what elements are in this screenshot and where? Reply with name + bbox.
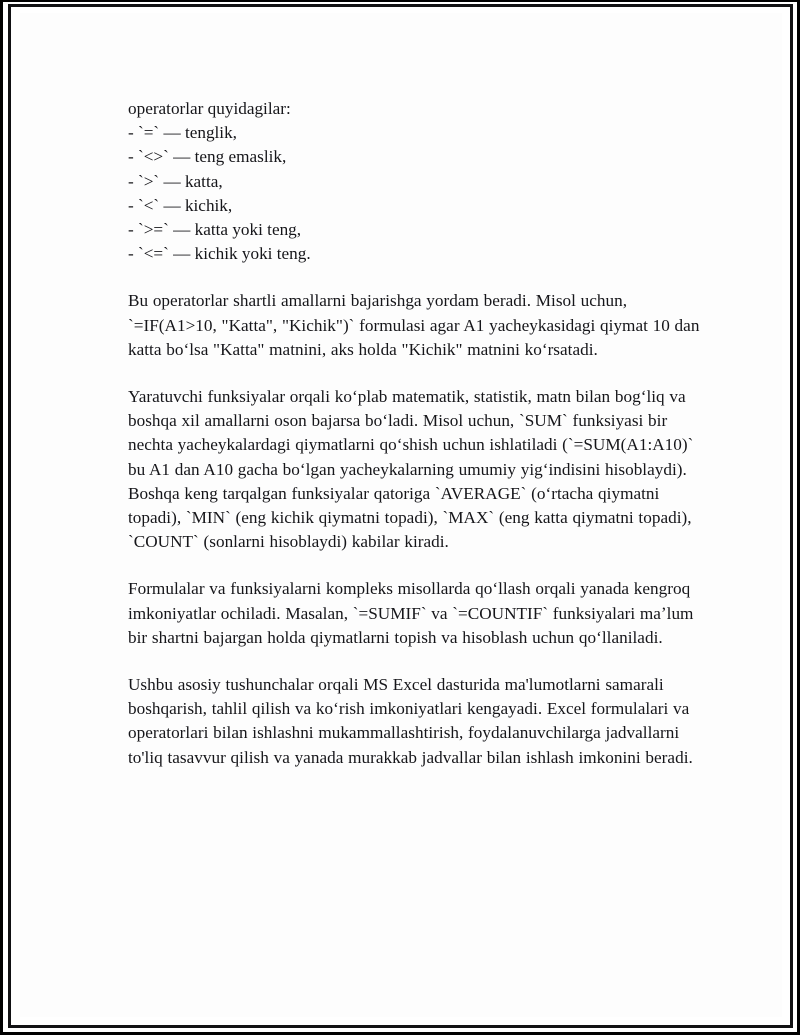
operators-intro-line: operatorlar quyidagilar: [128, 99, 291, 118]
page-border-rule [8, 4, 793, 1028]
document-text-body [128, 97, 706, 770]
document-page [20, 13, 782, 1017]
operator-list-item: - `<>` — teng emaslik, [128, 147, 287, 167]
paragraph-builtin-functions: Yaratuvchi funksiyalar orqali koʻplab matematik, statistik, matn bilan bogʻliq va boshqa xil amallarni oson bajarsa boʻladi. Misol uchun, `SUM` funksiyasi bir nechta yacheykalardagi qiymatlarni qoʻshish uchun ishlatiladi (`=SUM(A1:A10)` bu A1 dan A10 gacha boʻlgan yacheykalarning umumiy yigʻindisini hisoblaydi). Boshqa keng tarqalgan funksiyalar qatoriga `AVERAGE` (oʻrtacha qiymatni topadi), `MIN` (eng kichik qiymatni topadi), `MAX` (eng katta qiymatni topadi), `COUNT` (sonlarni hisoblaydi) kabilar kiradi. [128, 387, 694, 552]
operator-list-item: - `>` — katta, [128, 171, 223, 191]
paragraph-conclusion: Ushbu asosiy tushunchalar orqali MS Excel dasturida ma'lumotlarni samarali boshqarish, tahlil qilish va koʻrish imkoniyatlari kengayadi. Excel formulalari va operatorlari bilan ishlashni mukammallashtirish, foydalanuvchilarga jadvallarni to'liq tasavvur qilish va yanada murakkab jadvallar bilan ishlash imkonini beradi. [128, 675, 693, 767]
paragraph-complex-formulas: Formulalar va funksiyalarni kompleks misollarda qoʻllash orqali yanada kengroq imkoniyatlar ochiladi. Masalan, `=SUMIF` va `=COUNTIF` funksiyalari maʼlum bir shartni bajargan holda qiymatlarni topish va hisoblash uchun qoʻllaniladi. [128, 579, 694, 647]
paragraph-conditional-operators: Bu operatorlar shartli amallarni bajarishga yordam beradi. Misol uchun, `=IF(A1>10, "Katta", "Kichik")` formulasi agar A1 yacheykasidagi qiymat 10 dan katta boʻlsa "Katta" matnini, aks holda "Kichik" matnini koʻrsatadi. [128, 291, 700, 359]
page-gutter [3, 2, 797, 1032]
operators-section [128, 97, 706, 266]
operator-list-item: - `>=` — katta yoki teng, [128, 220, 302, 240]
operator-list-item: - `<=` — kichik yoki teng. [128, 244, 311, 264]
operator-list-item: - `<` — kichik, [128, 195, 233, 215]
operator-list-item: - `=` — tenglik, [128, 123, 237, 143]
